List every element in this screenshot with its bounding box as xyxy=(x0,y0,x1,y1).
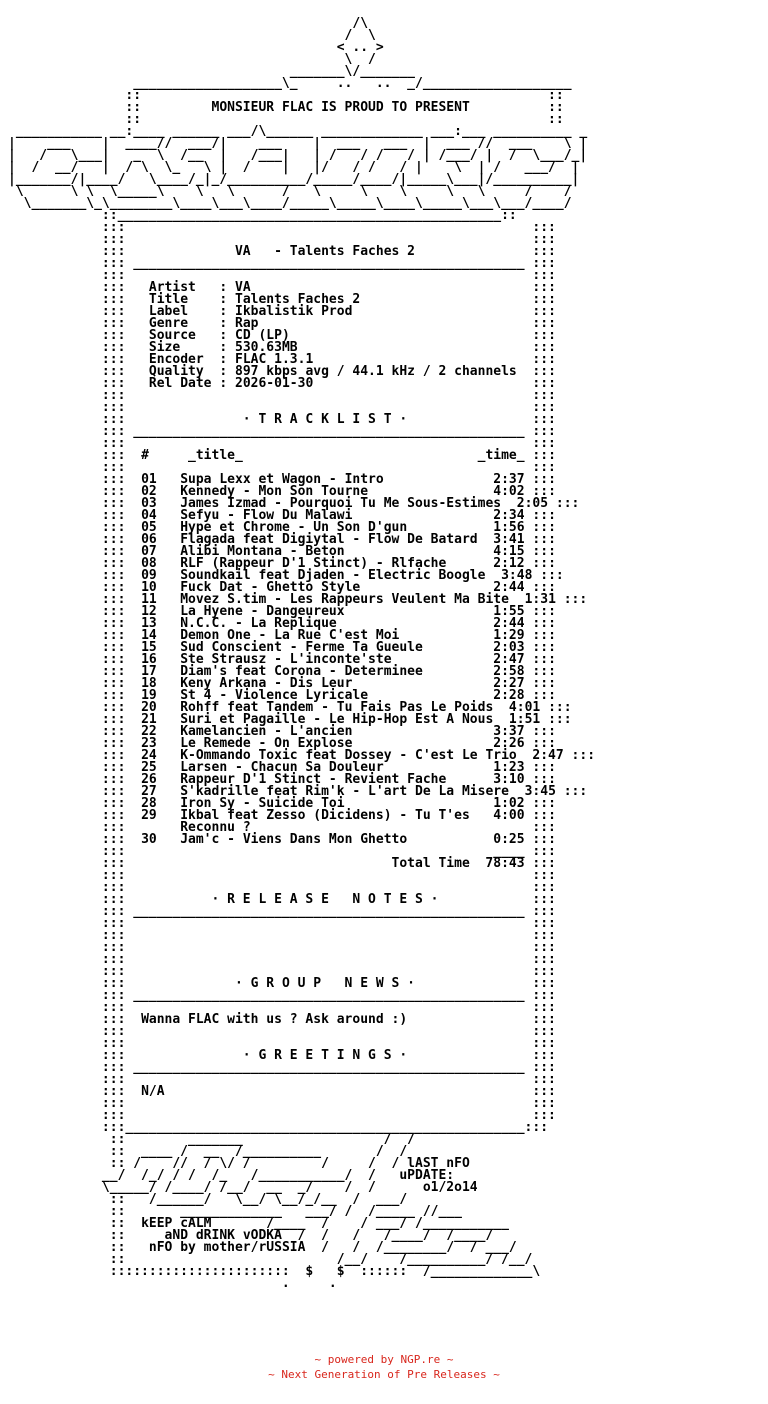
track-row: ::: 16 Ste Strausz - L'inconte'ste 2:47 ::: xyxy=(8,652,556,667)
release-headline: VA - Talents Faches 2 xyxy=(133,244,525,259)
info-key: Encoder xyxy=(148,352,220,367)
update-date: o1/2o14 xyxy=(422,1180,478,1195)
track-time: 2:37 xyxy=(477,472,525,487)
track-number: 15 xyxy=(141,640,181,655)
track-number: 28 xyxy=(141,796,181,811)
track-row: ::: 15 Sud Conscient - Ferme Ta Gueule 2:03 ::: xyxy=(8,640,556,655)
heading-row: ::: · G R E E T I N G S · ::: xyxy=(8,1048,556,1063)
info-value: 2026-01-30 xyxy=(235,376,525,391)
ascii-art-line: \ \ \ \_____\ \ \ / \ \ \ \ \ / / xyxy=(8,184,572,199)
track-number: 07 xyxy=(141,544,181,559)
powered-by-line: ~ powered by NGP.re ~ xyxy=(314,1353,454,1366)
track-number: 16 xyxy=(141,652,181,667)
track-number: 18 xyxy=(141,676,181,691)
heading-row: ::: · R E L E A S E N O T E S · ::: xyxy=(8,892,556,907)
track-row: ::: 23 Le Remede - On Explose 2:26 ::: xyxy=(8,736,556,751)
info-key: Quality xyxy=(148,364,220,379)
track-time: 2:12 xyxy=(477,556,525,571)
track-time: 3:37 xyxy=(477,724,525,739)
track-number: 21 xyxy=(141,712,181,727)
box-divider: ::: __________________________________________________ ::: xyxy=(8,256,556,271)
info-row: ::: Quality : 897 kbps avg / 44.1 kHz / 2 channels ::: xyxy=(8,364,556,379)
box-empty-row: ::: ::: xyxy=(8,268,556,283)
track-title: RLF (Rappeur D'1 Stinct) - Rlfache xyxy=(180,556,478,571)
track-time: 1:51 xyxy=(493,712,541,727)
heading-row: ::: · T R A C K L I S T · ::: xyxy=(8,412,556,427)
track-row-continued: ::: Reconnu ? ::: xyxy=(8,820,556,835)
track-title: Fuck Dat - Ghetto Style xyxy=(180,580,478,595)
track-title: Flagada feat Digiytal - Flow De Batard xyxy=(180,532,478,547)
info-value: Rap xyxy=(235,316,525,331)
track-time: 4:15 xyxy=(477,544,525,559)
box-empty-row: ::: ::: xyxy=(8,964,556,979)
ascii-art-line: :: /______/ \__/ \__/_/__ / ___/ xyxy=(8,1192,408,1207)
track-time: 3:10 xyxy=(477,772,525,787)
info-value: CD (LP) xyxy=(235,328,525,343)
ascii-art-line: /\ xyxy=(8,16,369,31)
track-number: 27 xyxy=(141,784,181,799)
info-key: Label xyxy=(148,304,220,319)
track-time: 1:56 xyxy=(477,520,525,535)
update-label: uPDATE: xyxy=(399,1168,455,1183)
track-row: ::: 25 Larsen - Chacun Sa Douleur 1:23 ::: xyxy=(8,760,556,775)
info-value: 897 kbps avg / 44.1 kHz / 2 channels xyxy=(235,364,525,379)
track-row: ::: 20 Rohff feat Tandem - Tu Fais Pas Le Poids 4:01 ::: xyxy=(8,700,572,715)
track-title: Hype et Chrome - Un Son D'gun xyxy=(180,520,478,535)
track-row: ::: 03 James Izmad - Pourquoi Tu Me Sous-Estimes 2:05 ::: xyxy=(8,496,580,511)
track-title: Kamelancien - L'ancien xyxy=(180,724,478,739)
track-time: 3:45 xyxy=(508,784,556,799)
info-value: Talents Faches 2 xyxy=(235,292,525,307)
track-row: ::: 04 Sefyu - Flow Du Malawi 2:34 ::: xyxy=(8,508,556,523)
total-time-row: ::: Total Time 78:43 ::: xyxy=(8,856,556,871)
track-title: Rohff feat Tandem - Tu Fais Pas Le Poids xyxy=(180,700,494,715)
track-number: 26 xyxy=(141,772,181,787)
box-empty-row: ::: ::: xyxy=(8,436,556,451)
track-time: 4:00 xyxy=(477,808,525,823)
ascii-art-line: | / \___| _ \ /__ | /___| | / / / / | /___/ | / \___/_| xyxy=(8,148,588,163)
ascii-art-line: < .. > xyxy=(8,40,384,55)
track-number: 24 xyxy=(141,748,181,763)
track-title: Suri et Pagaille - Le Hip-Hop Est A Nous xyxy=(180,712,494,727)
track-row: ::: 01 Supa Lexx et Wagon - Intro 2:37 ::: xyxy=(8,472,556,487)
track-row: ::: 02 Kennedy - Mon Son Tourne 4:02 ::: xyxy=(8,484,556,499)
info-key: Size xyxy=(148,340,220,355)
track-row: ::: 17 Diam's feat Corona - Determinee 2:58 ::: xyxy=(8,664,556,679)
track-number: 12 xyxy=(141,604,181,619)
ascii-art-line: \ / xyxy=(8,52,376,67)
track-row: ::: 29 Ikbal feat Zesso (Dicidens) - Tu T'es 4:00 ::: xyxy=(8,808,556,823)
info-row: ::: Label : Ikbalistik Prod ::: xyxy=(8,304,556,319)
group-news-text: Wanna FLAC with us ? Ask around :) xyxy=(141,1012,525,1027)
track-time: 1:29 xyxy=(477,628,525,643)
track-time: 2:28 xyxy=(477,688,525,703)
ascii-art-line: :: :: xyxy=(8,112,564,127)
track-title: S'kadrille feat Rim'k - L'art De La Misere xyxy=(180,784,509,799)
divider: __________________________________________________ xyxy=(133,256,525,271)
track-time: 2:47 xyxy=(516,748,564,763)
info-value: Ikbalistik Prod xyxy=(235,304,525,319)
info-key: Artist xyxy=(148,280,220,295)
ascii-art-line: :: :: xyxy=(8,88,564,103)
track-title: Soundkail feat Djaden - Electric Boogle xyxy=(180,568,486,583)
ascii-art-line: __/ /_/ / / /_ /___________/ / uPDATE: xyxy=(8,1168,455,1183)
track-time: 2:26 xyxy=(477,736,525,751)
track-row: ::: 30 Jam'c - Viens Dans Mon Ghetto 0:25 ::: xyxy=(8,832,556,847)
track-number: 11 xyxy=(141,592,181,607)
track-number: 09 xyxy=(141,568,181,583)
divider: __________________________________________________ xyxy=(133,988,525,1003)
track-title: James Izmad - Pourquoi Tu Me Sous-Estimes xyxy=(180,496,502,511)
track-number: 02 xyxy=(141,484,181,499)
track-title: Keny Arkana - Dis Leur xyxy=(180,676,478,691)
track-title: Le Remede - On Explose xyxy=(180,736,478,751)
track-time: 3:41 xyxy=(477,532,525,547)
track-row: ::: 13 N.C.C. - La Replique 2:44 ::: xyxy=(8,616,556,631)
track-row: ::: 24 K-Ommando Toxic feat Dossey - C'est Le Trio 2:47 ::: xyxy=(8,748,596,763)
col-num-header: # xyxy=(141,448,189,463)
ascii-art-line: :: _____________ ___/ / /_____ //___ xyxy=(8,1204,462,1219)
track-title: Larsen - Chacun Sa Douleur xyxy=(180,760,478,775)
ascii-art-line: | ___ | ____// ___/| ___ | ___ ___ | ___ // ___ \ | xyxy=(8,136,588,151)
ascii-art-line: / \ xyxy=(8,28,376,43)
track-number: 08 xyxy=(141,556,181,571)
total-time-value: 78:43 xyxy=(477,856,525,871)
info-key: Genre xyxy=(148,316,220,331)
track-number: 01 xyxy=(141,472,181,487)
box-empty-row: ::: ::: xyxy=(8,1072,556,1087)
info-key: Rel Date xyxy=(148,376,220,391)
ascii-art-line: ::_________________________________________________:: xyxy=(8,208,517,223)
track-row: ::: 21 Suri et Pagaille - Le Hip-Hop Est A Nous 1:51 ::: xyxy=(8,712,572,727)
heading-row: ::: · G R O U P N E W S · ::: xyxy=(8,976,556,991)
info-row: ::: Genre : Rap ::: xyxy=(8,316,556,331)
track-title: Iron Sy - Suicide Toi xyxy=(180,796,478,811)
track-title: Supa Lexx et Wagon - Intro xyxy=(180,472,478,487)
ascii-art-line: :: /__/ /__________/ /__/ xyxy=(8,1252,533,1267)
box-empty-row: ::: ::: xyxy=(8,232,556,247)
track-number: 29 xyxy=(141,808,181,823)
track-title: N.C.C. - La Replique xyxy=(180,616,478,631)
track-number: 05 xyxy=(141,520,181,535)
track-number: 23 xyxy=(141,736,181,751)
track-time: 4:02 xyxy=(477,484,525,499)
track-number: 20 xyxy=(141,700,181,715)
track-title: St 4 - Violence Lyricale xyxy=(180,688,478,703)
box-empty-row: ::: ::: xyxy=(8,1108,556,1123)
ascii-art-line: :::___________________________________________________::: xyxy=(8,1120,549,1135)
info-key: Source xyxy=(148,328,220,343)
headline-row: ::: VA - Talents Faches 2 ::: xyxy=(8,244,556,259)
track-title: Jam'c - Viens Dans Mon Ghetto xyxy=(180,832,478,847)
ascii-art-line: _______\/_______ xyxy=(8,64,415,79)
box-empty-row: ::: ::: xyxy=(8,952,556,967)
track-time: 0:25 xyxy=(477,832,525,847)
last-nfo-label: lAST nFO xyxy=(407,1156,470,1171)
track-number: 19 xyxy=(141,688,181,703)
total-rule: ::: ____ ::: xyxy=(8,844,556,859)
track-row: ::: 14 Demon One - La Rue C'est Moi 1:29 ::: xyxy=(8,628,556,643)
track-title: Ikbal feat Zesso (Dicidens) - Tu T'es xyxy=(180,808,478,823)
track-title: Diam's feat Corona - Determinee xyxy=(180,664,478,679)
track-time: 2:27 xyxy=(477,676,525,691)
greetings-row: ::: N/A ::: xyxy=(8,1084,556,1099)
track-number: 03 xyxy=(141,496,181,511)
ascii-art-line: :: nFO by mother/rUSSIA / / /________/ / ___/ xyxy=(8,1240,517,1255)
box-empty-row: ::: ::: xyxy=(8,1036,556,1051)
track-number: 04 xyxy=(141,508,181,523)
track-row: ::: 10 Fuck Dat - Ghetto Style 2:44 ::: xyxy=(8,580,556,595)
track-row: ::: 11 Movez S.tim - Les Rappeurs Veulent Ma Bite 1:31 ::: xyxy=(8,592,588,607)
track-time: 4:01 xyxy=(493,700,541,715)
info-value: VA xyxy=(235,280,525,295)
track-row: ::: 22 Kamelancien - L'ancien 3:37 ::: xyxy=(8,724,556,739)
track-number: 06 xyxy=(141,532,181,547)
presenter-row: :: MONSIEUR FLAC IS PROUD TO PRESENT :: xyxy=(8,100,564,115)
group-news-row: ::: Wanna FLAC with us ? Ask around :) ::: xyxy=(8,1012,556,1027)
track-time: 2:03 xyxy=(477,640,525,655)
ascii-art-line: |_______/|____/ \____/_|_/__________/_____/____/|_____\___|/__________| xyxy=(8,172,580,187)
divider: __________________________________________________ xyxy=(133,424,525,439)
track-time: 1:31 xyxy=(508,592,556,607)
box-empty-row: ::: ::: xyxy=(8,1000,556,1015)
info-row: ::: Title : Talents Faches 2 ::: xyxy=(8,292,556,307)
track-time: 2:05 xyxy=(501,496,549,511)
track-row: ::: 12 La Hyene - Dangeureux 1:55 ::: xyxy=(8,604,556,619)
ascii-art-line: :: ____ / __ /__________ / / xyxy=(8,1144,408,1159)
release-notes-heading: · R E L E A S E N O T E S · xyxy=(133,892,525,907)
track-title: Ste Strausz - L'inconte'ste xyxy=(180,652,478,667)
greetings-text: N/A xyxy=(141,1084,525,1099)
track-time: 1:02 xyxy=(477,796,525,811)
ascii-art-line: ___________ __:____ ______ ___/\______ _____________ ___:___ __________ _ xyxy=(8,124,588,139)
track-row: ::: 18 Keny Arkana - Dis Leur 2:27 ::: xyxy=(8,676,556,691)
box-divider: ::: __________________________________________________ ::: xyxy=(8,904,556,919)
presenter-line: MONSIEUR FLAC IS PROUD TO PRESENT xyxy=(141,100,549,115)
ascii-art-line: ::::::::::::::::::::::: $ $ :::::: /_____________\ xyxy=(8,1264,541,1279)
track-title: Kennedy - Mon Son Tourne xyxy=(180,484,478,499)
ascii-art-line: ___________________\_ .. .. _/___________________ xyxy=(8,76,572,91)
info-value: FLAC 1.3.1 xyxy=(235,352,525,367)
ascii-art-line: . . xyxy=(8,1276,337,1291)
group-news-heading: · G R O U P N E W S · xyxy=(133,976,525,991)
track-time: 3:48 xyxy=(485,568,533,583)
track-time: 2:44 xyxy=(477,616,525,631)
track-title: Rappeur D'1 Stinct - Revient Fache xyxy=(180,772,478,787)
info-value: 530.63MB xyxy=(235,340,525,355)
track-time: 1:55 xyxy=(477,604,525,619)
track-title-continued: Reconnu ? xyxy=(180,820,525,835)
track-title: Sud Conscient - Ferme Ta Gueule xyxy=(180,640,478,655)
box-empty-row: ::: ::: xyxy=(8,460,556,475)
box-empty-row: ::: ::: xyxy=(8,868,556,883)
track-row: ::: 26 Rappeur D'1 Stinct - Revient Fache 3:10 ::: xyxy=(8,772,556,787)
total-time-label: Total Time xyxy=(133,856,478,871)
track-row: ::: 08 RLF (Rappeur D'1 Stinct) - Rlfache 2:12 ::: xyxy=(8,556,556,571)
box-divider: ::: __________________________________________________ ::: xyxy=(8,1060,556,1075)
track-number: 17 xyxy=(141,664,181,679)
track-title: Demon One - La Rue C'est Moi xyxy=(180,628,478,643)
track-time: 2:47 xyxy=(477,652,525,667)
tracklist-header-row: ::: # _title_ _time_ ::: xyxy=(8,448,556,463)
tracklist-heading: · T R A C K L I S T · xyxy=(133,412,525,427)
track-time: 2:44 xyxy=(477,580,525,595)
motto-line-2: aND dRINK vODKA xyxy=(164,1228,282,1243)
tagline: ~ Next Generation of Pre Releases ~ xyxy=(268,1368,500,1381)
nfo-credit: nFO by mother/rUSSIA xyxy=(148,1240,306,1255)
info-row: ::: Size : 530.63MB ::: xyxy=(8,340,556,355)
track-row: ::: 06 Flagada feat Digiytal - Flow De Batard 3:41 ::: xyxy=(8,532,556,547)
info-row: ::: Rel Date : 2026-01-30 ::: xyxy=(8,376,556,391)
ascii-art-line: :: / // / \/ / / / / lAST nFO xyxy=(8,1156,470,1171)
track-row: ::: 28 Iron Sy - Suicide Toi 1:02 ::: xyxy=(8,796,556,811)
box-divider: ::: __________________________________________________ ::: xyxy=(8,988,556,1003)
track-number: 30 xyxy=(141,832,181,847)
track-row: ::: 19 St 4 - Violence Lyricale 2:28 ::: xyxy=(8,688,556,703)
info-key: Title xyxy=(148,292,220,307)
ascii-art-line: \_____/ /____/ /__/ __ _/ / / o1/2o14 xyxy=(8,1180,478,1195)
col-time-header: _time_ xyxy=(461,448,525,463)
ascii-art-line: :: aND dRINK vODKA / / / /____/ /____/ xyxy=(8,1228,494,1243)
track-number: 25 xyxy=(141,760,181,775)
track-row: ::: 27 S'kadrille feat Rim'k - L'art De La Misere 3:45 ::: xyxy=(8,784,588,799)
info-row: ::: Artist : VA ::: xyxy=(8,280,556,295)
ascii-art-line: \_______\_\________\____\___\____/_____\_____\____\_____\___\___/____/ xyxy=(8,196,572,211)
track-number: 14 xyxy=(141,628,181,643)
nfo-text xyxy=(8,18,595,1290)
track-title: La Hyene - Dangeureux xyxy=(180,604,478,619)
track-title: Sefyu - Flow Du Malawi xyxy=(180,508,478,523)
divider: __________________________________________________ xyxy=(133,1060,525,1075)
box-empty-row: ::: ::: xyxy=(8,880,556,895)
col-title-header: _title_ xyxy=(188,448,462,463)
ascii-art-line: :: _______ / / xyxy=(8,1132,415,1147)
ascii-art-line: | / __/ | / \ \_ \ | / | |/ / / / | \ | / ___/ | xyxy=(8,160,580,175)
track-title: Movez S.tim - Les Rappeurs Veulent Ma Bite xyxy=(180,592,509,607)
motto-line-1: kEEP cALM xyxy=(141,1216,212,1231)
divider: __________________________________________________ xyxy=(133,904,525,919)
box-empty-row: ::: ::: xyxy=(8,1024,556,1039)
track-number: 13 xyxy=(141,616,181,631)
track-number: 22 xyxy=(141,724,181,739)
track-number: 10 xyxy=(141,580,181,595)
box-empty-row: ::: ::: xyxy=(8,916,556,931)
box-divider: ::: __________________________________________________ ::: xyxy=(8,424,556,439)
track-title: Alibi Montana - Beton xyxy=(180,544,478,559)
box-empty-row: ::: ::: xyxy=(8,400,556,415)
site-footer xyxy=(0,1352,768,1382)
box-empty-row: ::: ::: xyxy=(8,940,556,955)
box-empty-row: ::: ::: xyxy=(8,388,556,403)
track-row: ::: 07 Alibi Montana - Beton 4:15 ::: xyxy=(8,544,556,559)
track-time: 2:34 xyxy=(477,508,525,523)
track-row: ::: 05 Hype et Chrome - Un Son D'gun 1:56 ::: xyxy=(8,520,556,535)
track-title: K-Ommando Toxic feat Dossey - C'est Le Trio xyxy=(180,748,517,763)
info-row: ::: Encoder : FLAC 1.3.1 ::: xyxy=(8,352,556,367)
track-time: 2:58 xyxy=(477,664,525,679)
box-empty-row: ::: ::: xyxy=(8,220,556,235)
ascii-art-line: :: kEEP cALM /____ / / ___/ /___________ xyxy=(8,1216,509,1231)
box-empty-row: ::: ::: xyxy=(8,928,556,943)
track-row: ::: 09 Soundkail feat Djaden - Electric Boogle 3:48 ::: xyxy=(8,568,564,583)
track-time: 1:23 xyxy=(477,760,525,775)
box-empty-row: ::: ::: xyxy=(8,1096,556,1111)
greetings-heading: · G R E E T I N G S · xyxy=(133,1048,525,1063)
info-row: ::: Source : CD (LP) ::: xyxy=(8,328,556,343)
